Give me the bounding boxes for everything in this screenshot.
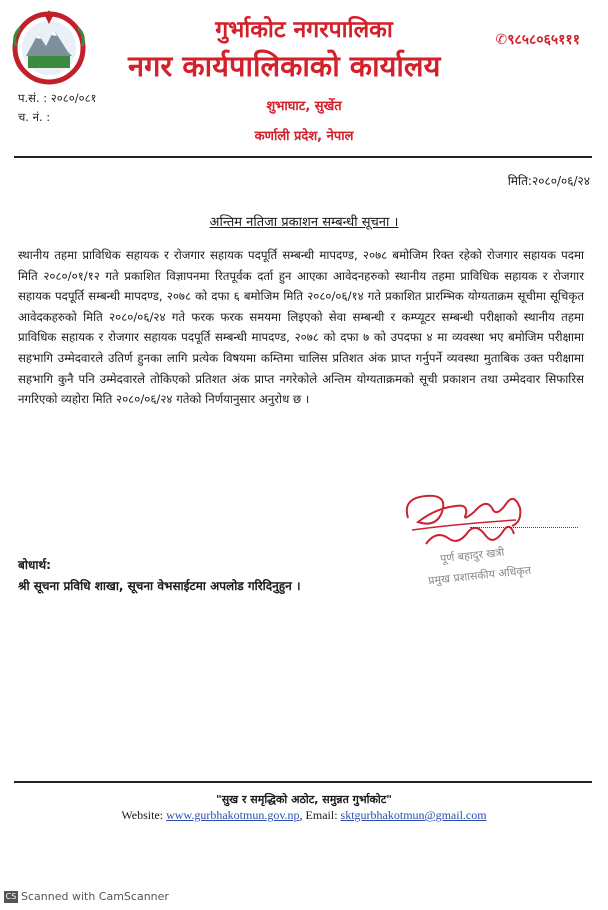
office-province: कर्णाली प्रदेश, नेपाल	[254, 129, 354, 144]
website-link[interactable]: www.gurbhakotmun.gov.np	[166, 808, 300, 822]
website-label: Website:	[121, 808, 164, 822]
letter-date: मिति:२०८०/०६/२४	[507, 174, 590, 188]
letter-body: स्थानीय तहमा प्राविधिक सहायक र रोजगार सहायक पदपूर्ति सम्बन्धी मापदण्ड, २०७८ बमोजिम रिक्त रहेको रोजगार सहायक पदमा मिति २०८०/०१/१२ गते प्रकाशित विज्ञापनमा रितपूर्वक दर्ता हुन आएका आवेदनहरुको स्थानीय तहमा प्राविधिक सहायक र रोजगार सहायक पदपूर्ति सम्बन्धी मापदण्ड, २०७८ को दफा ६ बमोजिम मिति २०८०/०६/१४ गते प्रकाशित प्रारम्भिक योग्यताक्रम सूचीमा सूचिकृत आवेदकहरुको मिति २०८०/०६/२४ गते फरक फरक समयमा लिइएको सेवा सम्बन्धी र कम्प्यूटर सम्बन्धी परीक्षाको स्थानीय तहमा प्राविधिक सहायक र रोजगार सहायक पदपूर्ति सम्बन्धी मापदण्ड, २०७८ को दफा ७ को उपदफा ४ मा व्यवस्था भए बमोजिम परीक्षामा सहभागि उम्मेदवारले उतिर्ण हुनका लागि प्रत्येक विषयमा कम्तिमा चालिस प्रतिशत अंक प्राप्त गर्नुपर्ने व्यवस्था मुताबिक उक्त परीक्षामा सहभागि कुनै पनि उम्मेदवारले तोकिएको प्रतिशत अंक प्राप्त नगरेकोले अन्तिम योग्यताक्रमको सूची प्रकाशन तथा उम्मेदवार सिफारिस नगरिएको व्यहोरा मिति २०८०/०६/२४ गतेको निर्णयानुसार अनुरोध छ ।	[18, 248, 584, 407]
signer-name: पूर्ण बहादुर खत्री	[439, 545, 505, 566]
distribution-label: बोधार्थ:	[18, 558, 51, 572]
signature-line	[470, 527, 578, 528]
camscanner-icon: CS	[5, 892, 17, 901]
office-location: शुभाघाट, सुर्खेत	[266, 99, 342, 114]
letter-subject: अन्तिम नतिजा प्रकाशन सम्बन्धी सूचना ।	[209, 215, 399, 230]
office-name: गुर्भाकोट नगरपालिका	[215, 17, 393, 43]
office-title: नगर कार्यपालिकाको कार्यालय	[128, 49, 441, 83]
reference-number: प.सं. : २०८०/०८१	[18, 91, 97, 105]
footer-divider	[14, 781, 592, 783]
phone-icon: ✆	[495, 32, 508, 48]
footer-slogan: "सुख र समृद्धिको अठोट, समुन्नत गुर्भाकोट"	[215, 793, 393, 806]
email-link[interactable]: sktgurbhakotmun@gmail.com	[340, 808, 487, 822]
footer-contact	[0, 808, 608, 823]
dispatch-number: च. नं. :	[18, 110, 51, 124]
signer-title: प्रमुख प्रशासकीय अधिकृत	[427, 563, 532, 588]
scanner-text: Scanned with CamScanner	[21, 890, 169, 903]
header-divider	[14, 156, 592, 158]
phone-number	[495, 30, 580, 49]
distribution-line: श्री सूचना प्रविधि शाखा, सूचना वेभसाईटमा अपलोड गरिदिनुहुन ।	[18, 579, 301, 593]
email-label: , Email:	[299, 808, 338, 822]
scanner-watermark	[4, 890, 169, 903]
phone-value: ९८५८०६५१११	[507, 32, 580, 48]
